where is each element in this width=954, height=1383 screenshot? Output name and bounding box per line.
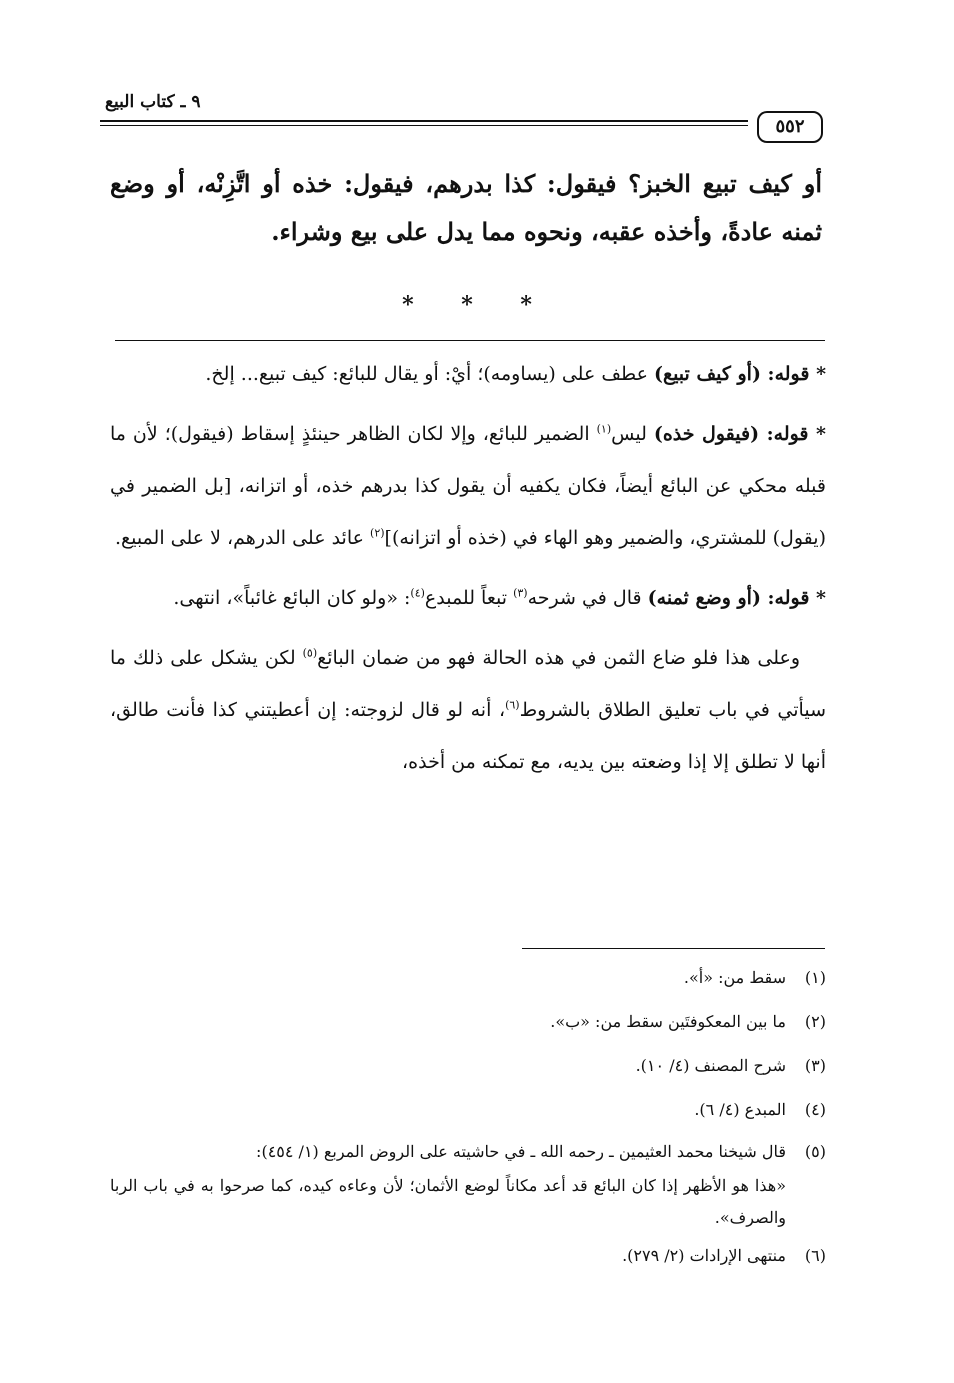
footnote-text: شرح المصنف (٤/ ١٠). — [635, 1056, 786, 1075]
footnote — [110, 956, 826, 1000]
page-number: ٥٥٢ — [757, 111, 823, 143]
footnote — [110, 1044, 826, 1088]
commentary-paragraph — [110, 408, 826, 564]
main-text-block — [110, 160, 822, 256]
section-stars: * * * — [402, 292, 552, 318]
footnote-marker: (٣) — [513, 586, 528, 600]
footnote-marker: (٢) — [370, 526, 385, 540]
commentary-paragraph — [110, 348, 826, 400]
commentary-text: عائد على الدرهم، لا على المبيع. — [114, 527, 371, 549]
commentary-text: : «ولو كان البائع غائباً»، انتهى. — [173, 587, 411, 609]
commentary-text: عطف على (يساومه)؛ أيْ: أو يقال للبائع: كيف تبيع... إلخ. — [205, 363, 654, 385]
commentary-text: لكن يشكل على ذلك ما سيأتي في باب تعليق الطلاق بالشروط — [110, 647, 826, 721]
footnotes-block — [110, 956, 826, 1278]
footnote-quote: «هذا هو الأظهر إذا كان البائع قد أعد مكاناً لوضع الأثمان؛ لأن وعاءه كيده، كما صرحوا به في باب الربا والصرف». — [110, 1176, 786, 1227]
footnote-number: (٦) — [804, 1246, 826, 1265]
section-divider — [115, 340, 825, 341]
commentary-text: قال في شرحه — [527, 587, 648, 609]
header-rule — [100, 120, 748, 122]
footnote-marker: (١) — [596, 422, 612, 436]
footnote-number: (١) — [804, 968, 826, 987]
footnote — [110, 1000, 826, 1044]
commentary-lead: * قوله: (فيقول خذه) — [653, 423, 826, 445]
commentary-text: تبعاً للمبدع — [424, 587, 514, 609]
footnote-number: (٢) — [804, 1012, 826, 1031]
footnote-marker: (٥) — [302, 646, 318, 660]
footnote-text: منتهى الإرادات (٢/ ٢٧٩). — [622, 1246, 786, 1265]
footnote-marker: (٤) — [410, 586, 425, 600]
footnote — [110, 1088, 826, 1132]
header-rule-thin — [100, 125, 748, 126]
footnote-number: (٤) — [804, 1100, 826, 1119]
commentary-text: وعلى هذا فلو ضاع الثمن في هذه الحالة فهو من ضمان البائع — [317, 647, 800, 669]
footnote — [110, 1132, 826, 1234]
commentary-text: ليس — [611, 423, 654, 445]
commentary-lead: * قوله: (أو وضع ثمنه) — [647, 587, 826, 609]
main-text: أو كيف تبيع الخبز؟ فيقول: كذا بدرهم، فيقول: خذه أو اتَّزِنْه، أو وضع ثمنه عادةً، وأخذه عقبه، ونحوه مما يدل على بيع وشراء. — [110, 169, 822, 246]
footnote-marker: (٦) — [505, 698, 520, 712]
footnote-text: قال شيخنا محمد العثيمين ـ رحمه الله ـ في حاشيته على الروض المربع (١/ ٤٥٤): «هذا هو الأظهر إذا كان البائع قد أعد مكاناً لوضع الأثمان؛ لأن وعاءه كيده، كما صرحوا به في باب الربا والصرف». — [110, 1132, 786, 1234]
commentary-paragraph — [110, 632, 826, 788]
footnote-text: سقط من: «أ». — [683, 968, 786, 987]
footnote — [110, 1234, 826, 1278]
commentary-lead: * قوله: (أو كيف تبيع) — [653, 363, 826, 385]
commentary-block — [110, 348, 826, 796]
footnote-rule — [522, 948, 825, 949]
footnote-text: المبدع (٤/ ٦). — [694, 1100, 786, 1119]
commentary-text: الضمير للبائع، وإلا لكان الظاهر حينئذٍ إسقاط (فيقول)؛ لأن ما قبله محكي عن البائع أيضاً، فكان يكفيه أن يقول كذا بدرهم خذه، أو اتزانه، [بل الضمير في (يقول) للمشتري، والضمير وهو الهاء في (خذه أو اتزانه)] — [110, 423, 826, 549]
footnote-number: (٣) — [804, 1056, 826, 1075]
footnote-text: ما بين المعكوفتَين سقط من: «ب». — [550, 1012, 786, 1031]
chapter-title: ٩ ـ كتاب البيع — [105, 92, 201, 112]
commentary-paragraph — [110, 572, 826, 624]
footnote-number: (٥) — [804, 1142, 826, 1161]
commentary-text: ، أنه لو قال لزوجته: إن أعطيتني كذا فأنت طالق، أنها لا تطلق إلا إذا وضعته بين يديه، مع تمكنه من أخذه، — [110, 699, 826, 773]
